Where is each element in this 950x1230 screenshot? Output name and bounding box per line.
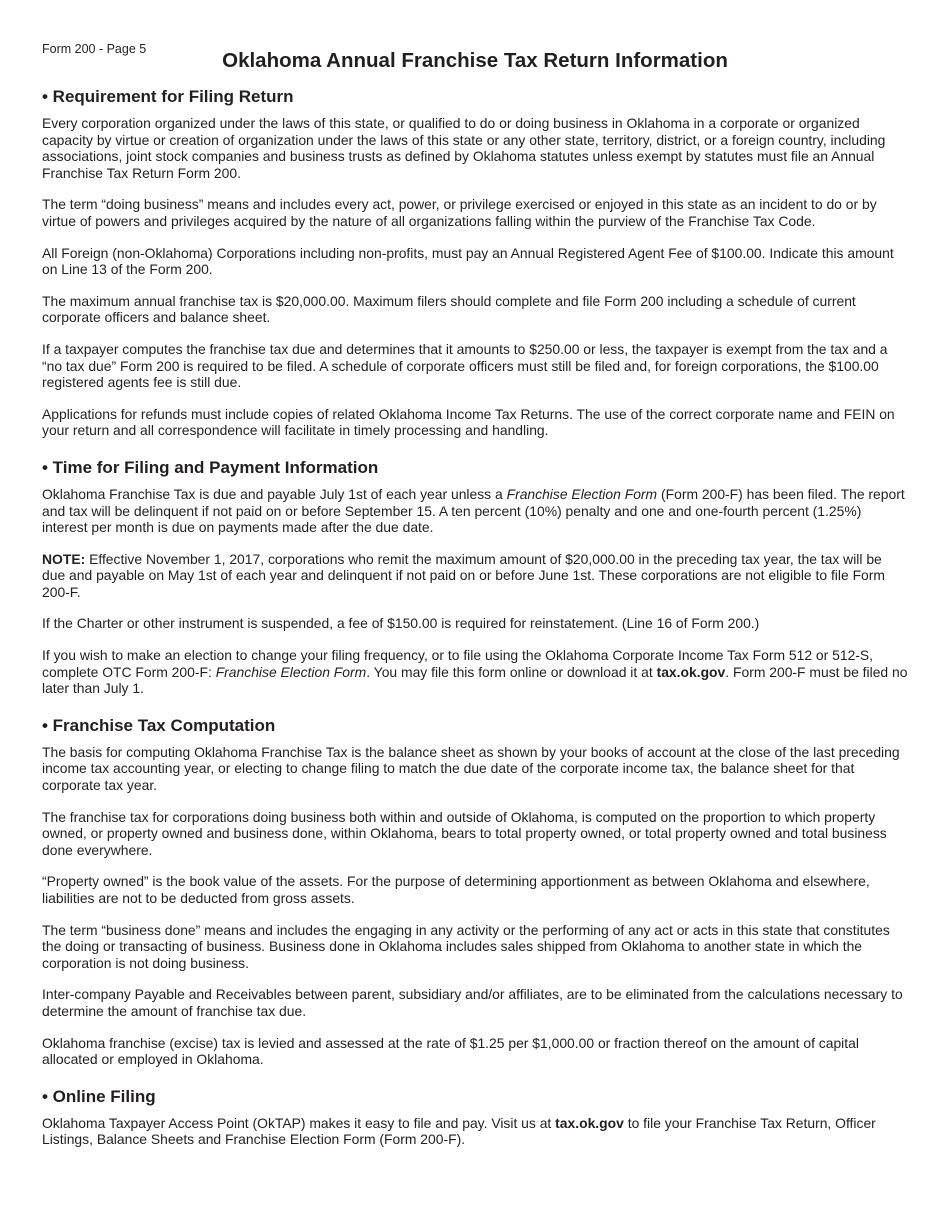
paragraph: All Foreign (non-Oklahoma) Corporations including non-profits, must pay an Annual Registered Agent Fee of $100.00. Indicate this amount on Line 13 of the Form 200.	[42, 244, 894, 278]
website-link[interactable]: tax.ok.gov	[555, 1114, 624, 1131]
section-time-for-filing	[42, 457, 908, 697]
paragraph	[42, 647, 908, 697]
paragraph: “Property owned” is the book value of the assets. For the purpose of determining apportionment as between Oklahoma and elsewhere, liabilities are not to be deducted from gross assets.	[42, 873, 870, 906]
section-heading: • Franchise Tax Computation	[42, 715, 276, 735]
paragraph: The franchise tax for corporations doing business both within and outside of Oklahoma, is computed on the proportion to which property owned, or property owned and business done, within Oklahoma, bears to total property owned, or total property owned and total business done everywhere.	[42, 808, 887, 858]
paragraph: Every corporation organized under the laws of this state, or qualified to do or doing business in Oklahoma in a corporate or organized capacity by virtue or creation of organization under the laws of this state or any other state, territory, district, or a foreign country, including associations, joint stock companies and business trusts as defined by Oklahoma statutes unless exempt by statutes must file an Annual Franchise Tax Return Form 200.	[42, 115, 886, 181]
paragraph: Oklahoma franchise (excise) tax is levied and assessed at the rate of $1.25 per $1,000.00 or fraction thereof on the amount of capital allocated or employed in Oklahoma.	[42, 1034, 859, 1068]
paragraph: Inter-company Payable and Receivables between parent, subsidiary and/or affiliates, are to be eliminated from the calculations necessary to determine the amount of franchise tax due.	[42, 986, 903, 1019]
section-heading: • Requirement for Filing Return	[42, 87, 294, 106]
paragraph-text: Oklahoma Franchise Tax is due and payable July 1st of each year unless a	[42, 485, 507, 502]
note-paragraph	[42, 551, 908, 601]
website-link[interactable]: tax.ok.gov	[656, 663, 726, 680]
paragraph-text: . You may file this form online or download it at	[366, 663, 657, 680]
section-heading: • Online Filing	[42, 1086, 156, 1106]
paragraph-text: . Form 200-F must be filed no later than July 1.	[42, 663, 908, 697]
paragraph-text: Oklahoma Taxpayer Access Point (OkTAP) makes it easy to file and pay. Visit us at	[42, 1114, 556, 1131]
paragraph	[42, 486, 908, 536]
paragraph: The term “business done” means and includes the engaging in any activity or the performing of any act or acts in this state that constitutes the doing or transacting of business. Business done in Oklahoma includes sales shipped from Oklahoma to another state in which the corporation is not doing business.	[42, 921, 890, 971]
paragraph-text: (Form 200-F) has been filed. The report and tax will be delinquent if not paid on or before September 15. A ten percent (10%) penalty and one and one-fourth percent (1.25%) interest per month is due on payments made after the due date.	[42, 485, 905, 536]
paragraph-text: to file your Franchise Tax Return, Officer Listings, Balance Sheets and Franchise Election Form (Form 200-F).	[42, 1114, 876, 1148]
paragraph	[42, 1115, 908, 1148]
paragraph: Applications for refunds must include copies of related Oklahoma Income Tax Returns. The use of the correct corporate name and FEIN on your return and all correspondence will facilitate in timely processing and handling.	[42, 405, 895, 439]
paragraph: If the Charter or other instrument is suspended, a fee of $150.00 is required for reinstatement. (Line 16 of Form 200.)	[42, 615, 760, 632]
section-requirement-for-filing	[42, 86, 908, 439]
page-label: Form 200 - Page 5	[42, 42, 147, 56]
note-text: Effective November 1, 2017, corporations who remit the maximum amount of $20,000.00 in the preceding tax year, the tax will be due and payable on May 1st of each year and delinquent if not paid on or before June 1st. These corporations are not eligible to file Form 200-F.	[42, 550, 885, 600]
form-name-italic: Franchise Election Form	[506, 485, 658, 502]
paragraph-text: If you wish to make an election to change your filing frequency, or to file using the Oklahoma Corporate Income Tax Form 512 or 512-S, complete OTC Form 200-F:	[42, 647, 874, 680]
note-label: NOTE:	[42, 550, 86, 567]
paragraph: The term “doing business” means and includes every act, power, or privilege exercised or enjoyed in this state as an incident to do or by virtue of powers and privileges acquired by the nature of all organizations falling within the purview of the Franchise Tax Code.	[42, 196, 877, 229]
paragraph: The basis for computing Oklahoma Franchise Tax is the balance sheet as shown by your books of account at the close of the last preceding income tax accounting year, or electing to change filing to match the due date of the corporate income tax, the balance sheet for that corporate tax year.	[42, 743, 900, 794]
document-title: Oklahoma Annual Franchise Tax Return Information	[222, 49, 728, 72]
paragraph: If a taxpayer computes the franchise tax due and determines that it amounts to $250.00 or less, the taxpayer is exempt from the tax and a “no tax due” Form 200 is required to be filed. A schedule of corporate officers must still be filed and, for foreign corporations, the $100.00 registered agents fee is still due.	[42, 340, 888, 391]
section-franchise-tax-computation	[42, 715, 908, 1068]
paragraph: The maximum annual franchise tax is $20,000.00. Maximum filers should complete and file Form 200 including a schedule of current corporate officers and balance sheet.	[42, 292, 856, 326]
section-heading: • Time for Filing and Payment Information	[42, 457, 379, 477]
section-online-filing	[42, 1086, 908, 1148]
form-name-italic: Franchise Election Form	[215, 663, 367, 680]
